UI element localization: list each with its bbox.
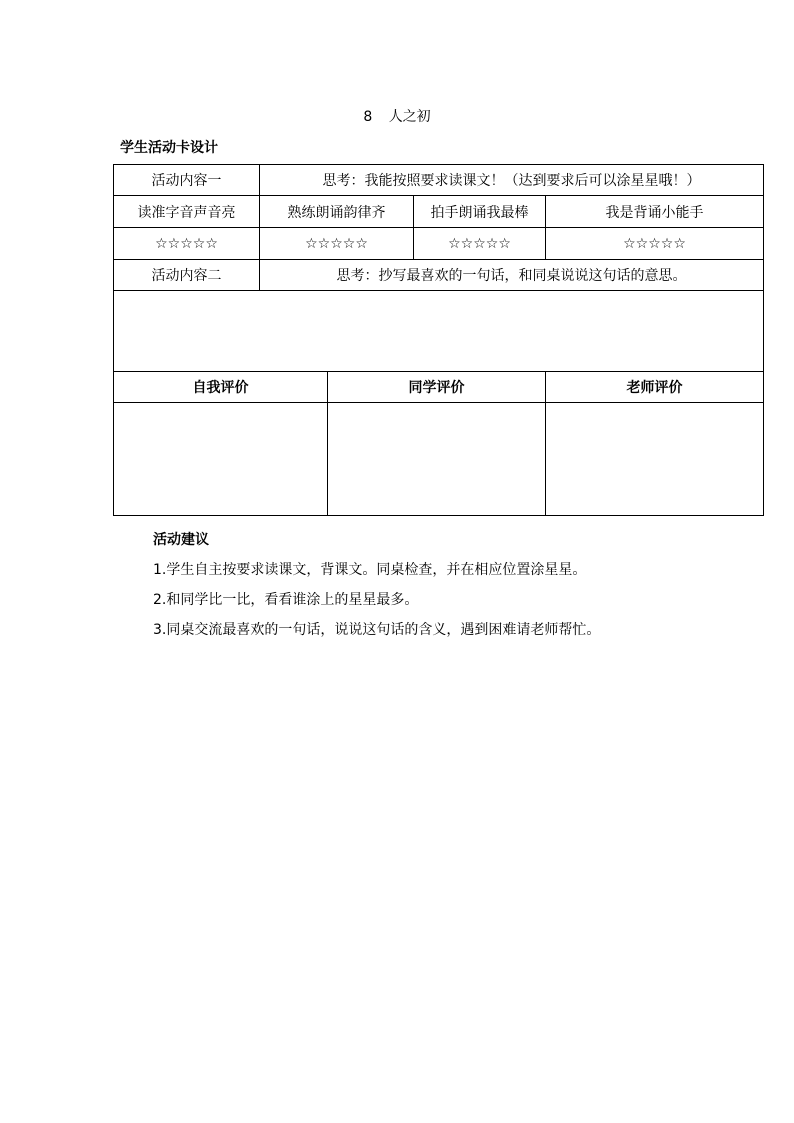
activity-suggestions [153,530,600,650]
star-rating[interactable]: ☆☆☆☆☆ [414,228,546,260]
self-evaluation-header: 自我评价 [114,372,328,403]
section-heading: 学生活动卡设计 [120,140,218,156]
suggestion-item: 2.和同学比一比，看看谁涂上的星星最多。 [153,592,419,608]
self-evaluation-area[interactable] [114,403,328,516]
copy-sentence-area[interactable] [114,291,764,372]
criteria-cell: 熟练朗诵韵律齐 [260,196,414,228]
activity1-row [114,165,764,196]
activity2-prompt: 思考：抄写最喜欢的一句话，和同桌说说这句话的意思。 [260,260,764,291]
criteria-row [114,196,764,228]
activity1-prompt: 思考：我能按照要求读课文！（达到要求后可以涂星星哦！） [260,165,764,196]
evaluation-body-row [114,403,764,516]
star-rating[interactable]: ☆☆☆☆☆ [546,228,764,260]
lesson-title: 人之初 [388,109,431,125]
suggestion-item: 3.同桌交流最喜欢的一句话，说说这句话的含义，遇到困难请老师帮忙。 [153,622,601,638]
activity1-label: 活动内容一 [114,165,260,196]
activity2-label: 活动内容二 [114,260,260,291]
criteria-cell: 读准字音声音亮 [114,196,260,228]
page-title [0,107,794,127]
lesson-number: 8 [363,109,373,125]
copy-sentence-row [114,291,764,372]
star-rating[interactable]: ☆☆☆☆☆ [260,228,414,260]
activity2-row [114,260,764,291]
teacher-evaluation-header: 老师评价 [546,372,764,403]
peer-evaluation-header: 同学评价 [328,372,546,403]
suggestions-heading: 活动建议 [153,532,209,548]
suggestion-item: 1.学生自主按要求读课文，背课文。同桌检查，并在相应位置涂星星。 [153,562,587,578]
teacher-evaluation-area[interactable] [546,403,764,516]
stars-row [114,228,764,260]
activity-card-table [113,164,764,516]
star-rating[interactable]: ☆☆☆☆☆ [114,228,260,260]
criteria-cell: 我是背诵小能手 [546,196,764,228]
evaluation-header-row [114,372,764,403]
peer-evaluation-area[interactable] [328,403,546,516]
criteria-cell: 拍手朗诵我最棒 [414,196,546,228]
